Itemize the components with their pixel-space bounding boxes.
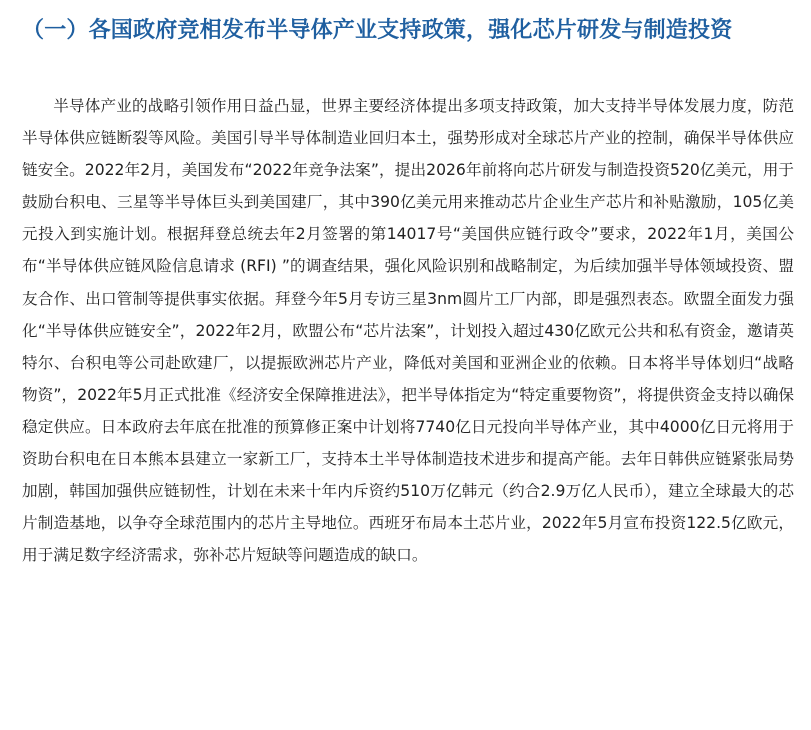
section-heading: （一）各国政府竞相发布半导体产业支持政策，强化芯片研发与制造投资 [22,18,733,43]
body-paragraph: 半导体产业的战略引领作用日益凸显，世界主要经济体提出多项支持政策，加大支持半导体发展力度，防范半导体供应链断裂等风险。美国引导半导体制造业回归本土，强势形成对全球芯片产业的控制，确保半导体供应链安全。2022年2月，美国发布“2022年竞争法案”，提出2026年前将向芯片研发与制造投资520亿美元，用于鼓励台积电、三星等半导体巨头到美国建厂，其中390亿美元用来推动芯片企业生产芯片和补贴激励，105亿美元投入到实施计划。根据拜登总统去年2月签署的第14017号“美国供应链行政令”要求，2022年1月，美国公布“半导体供应链风险信息请求 (RFI) ”的调查结果，强化风险识别和战略制定，为后续加强半导体领域投资、盟友合作、出口管制等提供事实依据。拜登今年5月专访三星3nm圆片工厂内部，即是强烈表态。欧盟全面发力强化“半导体供应链安全”，2022年2月，欧盟公布“芯片法案”，计划投入超过430亿欧元公共和私有资金，邀请英特尔、台积电等公司赴欧建厂，以提振欧洲芯片产业，降低对美国和亚洲企业的依赖。日本将半导体划归“战略物资”，2022年5月正式批准《经济安全保障推进法》，把半导体指定为“特定重要物资”，将提供资金支持以确保稳定供应。日本政府去年底在批准的预算修正案中计划将7740亿日元投向半导体产业，其中4000亿日元将用于资助台积电在日本熊本县建立一家新工厂，支持本土半导体制造技术进步和提高产能。去年日韩供应链紧张局势加剧，韩国加强供应链韧性，计划在未来十年内斥资约510万亿韩元（约合2.9万亿人民币），建立全球最大的芯片制造基地，以争夺全球范围内的芯片主导地位。西班牙布局本土芯片业，2022年5月宣布投资122.5亿欧元，用于满足数字经济需求，弥补芯片短缺等问题造成的缺口。 [22,97,794,565]
